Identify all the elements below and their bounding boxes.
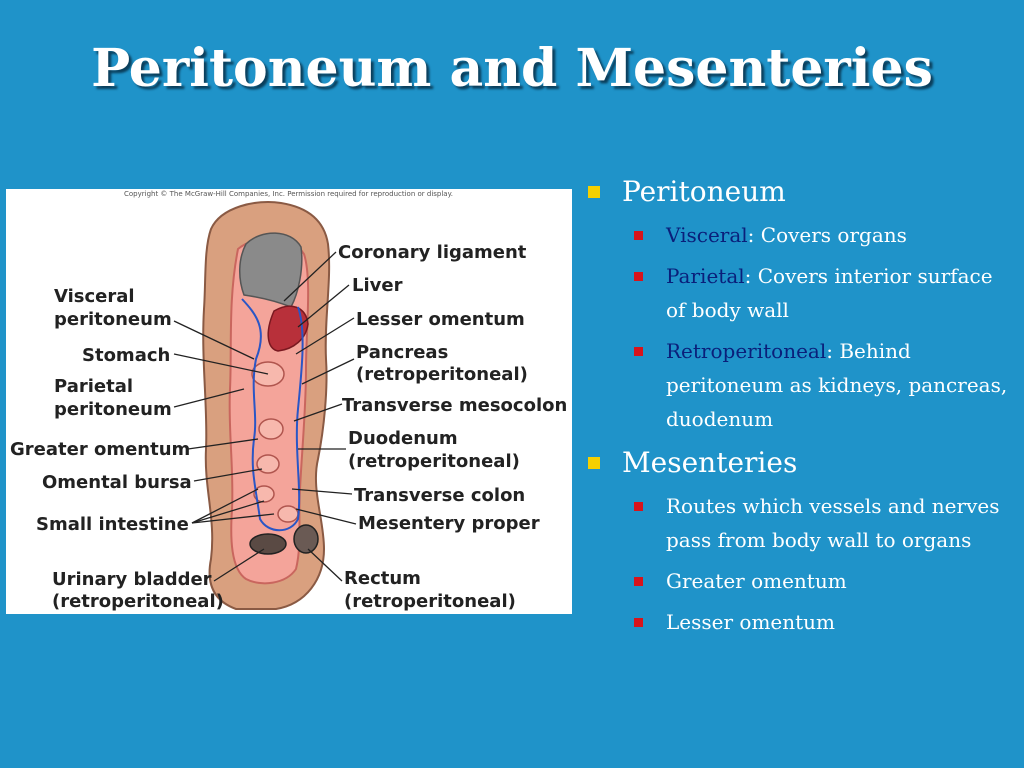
sub-bullet-square-icon: [634, 577, 643, 586]
label-mesentery-proper: Mesentery proper: [358, 513, 540, 534]
bullet-visceral: [582, 218, 1012, 252]
bullet-mesenteries-routes: [582, 489, 1012, 557]
intestine-loop-4: [278, 506, 298, 522]
slide-title: Peritoneum and Mesenteries: [91, 38, 933, 99]
peritoneum-diagram: [6, 189, 572, 614]
label-omental-bursa: Omental bursa: [42, 472, 192, 493]
label-transverse-mesocolon: Transverse mesocolon: [342, 395, 568, 416]
bladder-shape: [250, 534, 286, 554]
bullet-mesenteries-heading: Mesenteries: [622, 446, 798, 479]
label-visceral-2: peritoneum: [54, 309, 172, 330]
rectum-shape: [294, 525, 318, 553]
label-small-intestine: Small intestine: [36, 514, 189, 535]
label-stomach: Stomach: [82, 345, 171, 366]
mesenteries-item: Lesser omentum: [666, 610, 836, 634]
retroperitoneal-description: : Behind peritoneum as kidneys, pancreas, duodenum: [666, 339, 1008, 431]
bullet-retroperitoneal: [582, 334, 1012, 436]
intestine-loop-1: [259, 419, 283, 439]
term-retroperitoneal: Retroperitoneal: [666, 339, 827, 363]
parietal-description: : Covers interior surface of body wall: [666, 264, 993, 322]
label-greater-omentum: Greater omentum: [10, 439, 191, 460]
mesenteries-item: Greater omentum: [666, 569, 847, 593]
bullet-parietal: [582, 259, 1012, 327]
sub-bullet-square-icon: [634, 272, 643, 281]
anatomy-figure: [6, 189, 572, 614]
bullet-lesser-omentum: [582, 605, 1012, 639]
sub-bullet-square-icon: [634, 231, 643, 240]
mesenteries-item: Routes which vessels and nerves pass from body wall to organs: [666, 494, 1000, 552]
bullet-peritoneum-heading: Peritoneum: [622, 175, 786, 208]
label-lesser-omentum: Lesser omentum: [356, 309, 525, 330]
visceral-description: : Covers organs: [747, 223, 907, 247]
label-rectum: Rectum: [344, 568, 421, 589]
label-rectum-retro: (retroperitoneal): [344, 591, 516, 612]
label-pancreas-retro: (retroperitoneal): [356, 364, 528, 385]
sub-bullet-square-icon: [634, 618, 643, 627]
term-visceral: Visceral: [666, 223, 748, 247]
label-transverse-colon: Transverse colon: [354, 485, 526, 506]
label-duodenum-retro: (retroperitoneal): [348, 451, 520, 472]
label-bladder-retro: (retroperitoneal): [52, 591, 224, 612]
sub-bullet-square-icon: [634, 502, 643, 511]
intestine-loop-2: [257, 455, 279, 473]
label-urinary-bladder: Urinary bladder: [52, 569, 212, 590]
term-parietal: Parietal: [666, 264, 745, 288]
lung-shape: [240, 233, 302, 307]
bullet-greater-omentum: [582, 564, 1012, 598]
bullet-mesenteries: [582, 443, 1012, 483]
label-visceral-1: Visceral: [54, 286, 135, 307]
bullet-square-icon: [588, 457, 600, 469]
label-pancreas: Pancreas: [356, 342, 449, 363]
label-liver: Liver: [352, 275, 403, 296]
label-parietal-1: Parietal: [54, 376, 134, 397]
bullet-square-icon: [588, 186, 600, 198]
label-coronary-ligament: Coronary ligament: [338, 242, 527, 263]
bullet-peritoneum: [582, 172, 1012, 212]
sub-bullet-square-icon: [634, 347, 643, 356]
label-parietal-2: peritoneum: [54, 399, 172, 420]
bullet-list: [582, 172, 1012, 646]
figure-copyright: Copyright © The McGraw-Hill Companies, Inc. Permission required for reproduction or display.: [124, 190, 453, 198]
label-duodenum: Duodenum: [348, 428, 458, 449]
